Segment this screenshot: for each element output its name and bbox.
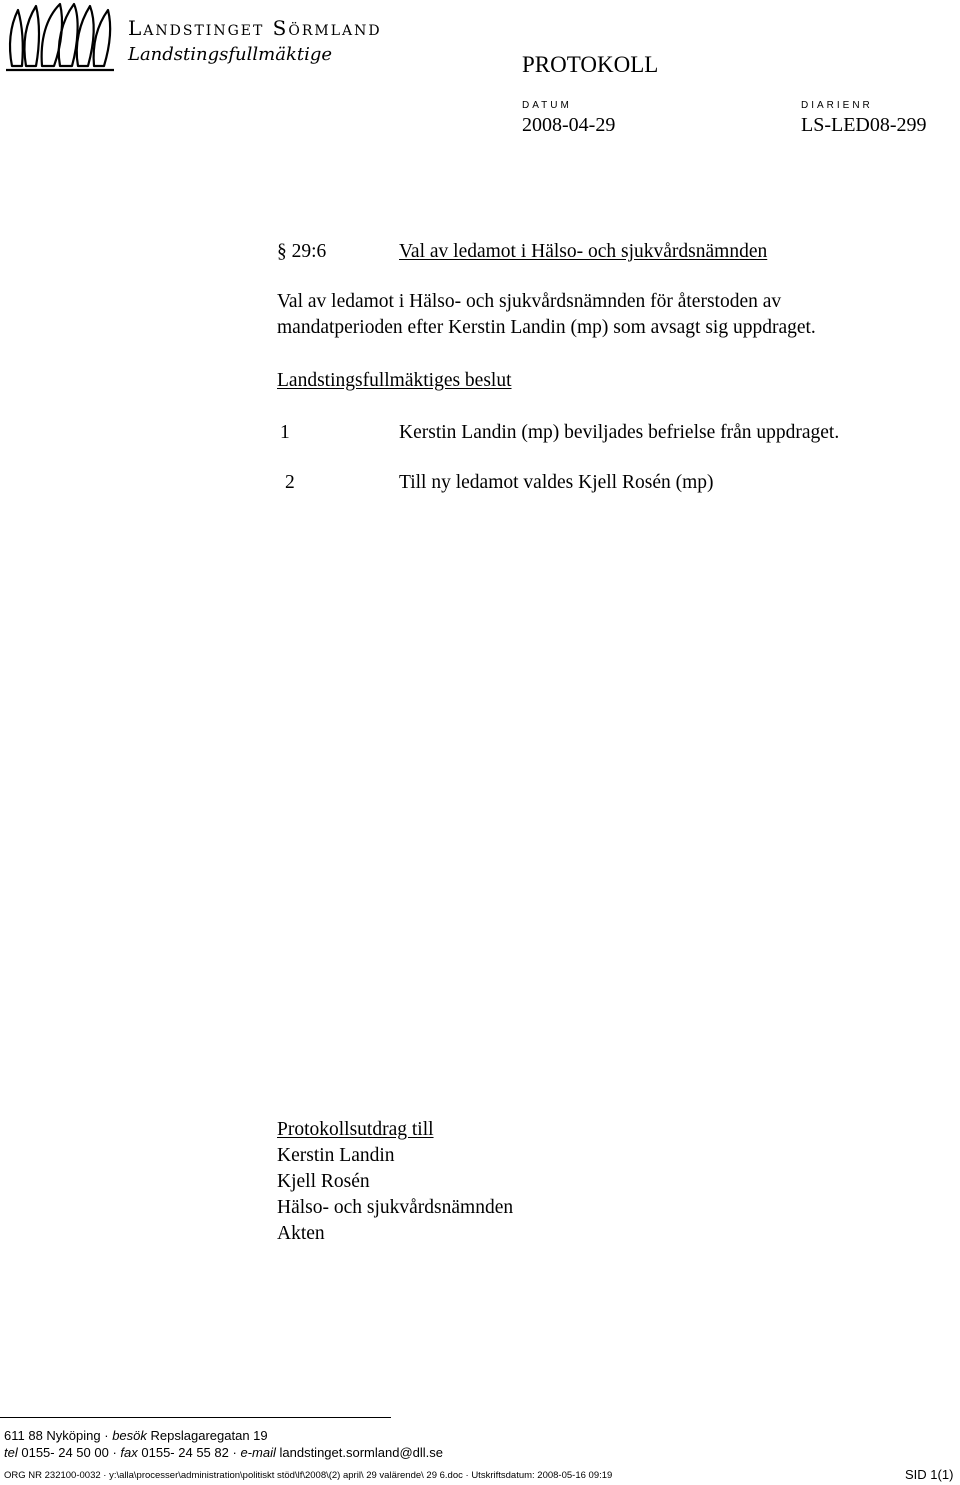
section-number xyxy=(277,239,326,265)
intro-line-1: Val av ledamot i Hälso- och sjukvårdsnämnden för återstoden av xyxy=(277,291,782,312)
footer-tel-label: tel xyxy=(4,1445,18,1460)
date-value: 2008-04-29 xyxy=(522,114,616,136)
section-title: Val av ledamot i Hälso- och sjukvårdsnämnden xyxy=(399,241,768,262)
organization-name: Landstinget Sörmland xyxy=(128,16,382,40)
decision-number: 2 xyxy=(285,472,295,493)
date-label: DATUM xyxy=(522,100,572,111)
organization-subtitle: Landstingsfullmäktige xyxy=(128,44,333,65)
distribution-recipient: Akten xyxy=(277,1223,325,1244)
footer-org-number-line: ORG NR 232100-0032 · y:\alla\processer\administration\politiskt stöd\lf\2008\(2) april\ 29 valärende\ 29 6.doc · Utskriftsdatum: 2008-05-16 09:19 xyxy=(4,1470,613,1481)
footer-separator: · xyxy=(232,1445,237,1460)
intro-line-2: mandatperioden efter Kerstin Landin (mp) som avsagt sig uppdraget. xyxy=(277,317,816,338)
section-number-value: 29:6 xyxy=(291,241,327,262)
footer-postal-address: 611 88 Nyköping xyxy=(4,1428,101,1443)
landstinget-sormland-logo xyxy=(4,2,122,74)
distribution-recipient: Hälso- och sjukvårdsnämnden xyxy=(277,1197,514,1218)
decision-number: 1 xyxy=(280,422,290,443)
footer-address-line xyxy=(4,1428,268,1443)
paragraph-symbol: § xyxy=(277,241,287,262)
footer-separator: · xyxy=(112,1445,117,1460)
footer-visit-label: besök xyxy=(112,1428,147,1443)
footer-fax: 0155- 24 55 82 xyxy=(141,1445,229,1460)
diarienr-label: DIARIENR xyxy=(801,100,873,111)
footer-divider xyxy=(0,1417,391,1418)
decision-text: Kerstin Landin (mp) beviljades befrielse från uppdraget. xyxy=(399,422,840,443)
footer-fax-label: fax xyxy=(120,1445,138,1460)
footer-visit-address: Repslagaregatan 19 xyxy=(150,1428,268,1443)
page-number: SID 1(1) xyxy=(905,1467,954,1482)
footer-separator: · xyxy=(104,1428,109,1443)
decision-text: Till ny ledamot valdes Kjell Rosén (mp) xyxy=(399,472,714,493)
diarienr-value: LS-LED08-299 xyxy=(801,114,927,136)
distribution-heading: Protokollsutdrag till xyxy=(277,1119,434,1140)
footer-contact-line xyxy=(4,1445,443,1460)
footer-email-label: e-mail xyxy=(240,1445,276,1460)
footer-email: landstinget.sormland@dll.se xyxy=(279,1445,443,1460)
document-type: PROTOKOLL xyxy=(522,52,659,77)
footer-tel: 0155- 24 50 00 xyxy=(21,1445,109,1460)
decision-heading: Landstingsfullmäktiges beslut xyxy=(277,370,512,391)
distribution-recipient: Kerstin Landin xyxy=(277,1145,395,1166)
distribution-recipient: Kjell Rosén xyxy=(277,1171,370,1192)
